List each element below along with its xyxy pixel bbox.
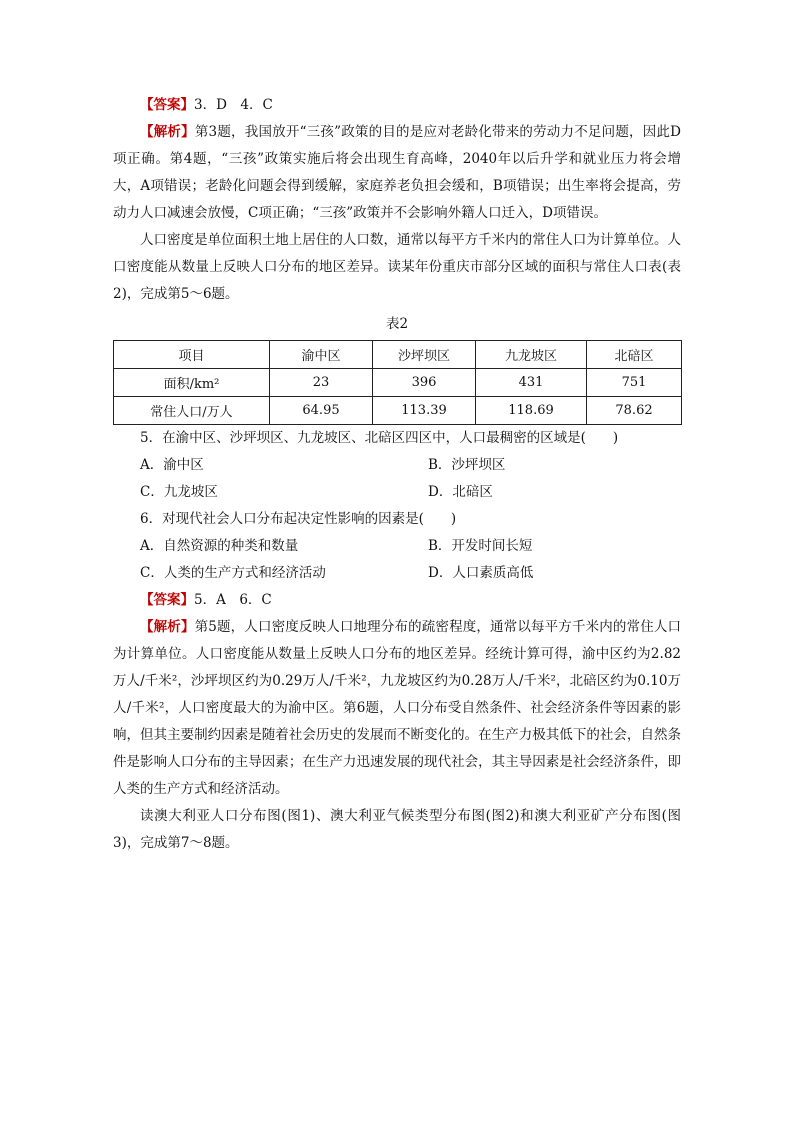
option-c: C．人类的生产方式和经济活动	[140, 565, 326, 581]
table-header-cell: 九龙坡区	[476, 341, 587, 369]
answer-text: 3．D 4．C	[194, 97, 273, 113]
table-row	[114, 369, 682, 397]
table-header-row	[114, 341, 682, 369]
option-b: B．沙坪坝区	[428, 457, 506, 473]
explanation-label: 【解析】	[140, 619, 195, 635]
question-5-options-row-1	[113, 452, 681, 479]
answer-2	[113, 587, 681, 614]
table-row	[114, 397, 682, 425]
table-cell: 431	[476, 369, 587, 397]
data-table	[113, 340, 682, 425]
answer-text: 5．A 6．C	[194, 592, 272, 608]
table-header-cell: 渝中区	[270, 341, 373, 369]
explanation-2	[113, 614, 681, 803]
question-intro-7-8: 读澳大利亚人口分布图(图1)、澳大利亚气候类型分布图(图2)和澳大利亚矿产分布图(图3)，完成第7～8题。	[113, 808, 681, 851]
table-cell: 78.62	[587, 397, 682, 425]
question-intro-5-6: 人口密度是单位面积土地上居住的人口数，通常以每平方千米内的常住人口为计算单位。人口密度能从数量上反映人口分布的地区差异。读某年份重庆市部分区域的面积与常住人口表(表2)，完成第5～6题。	[113, 232, 681, 302]
question-6-stem: 6．对现代社会人口分布起决定性影响的因素是( )	[140, 511, 457, 527]
option-b: B．开发时间长短	[428, 538, 533, 554]
table-cell: 64.95	[270, 397, 373, 425]
question-6-options-row-1	[113, 533, 681, 560]
explanation-1	[113, 119, 681, 227]
document-content	[113, 92, 681, 857]
table-header-cell: 项目	[114, 341, 270, 369]
table-caption: 表2	[385, 316, 409, 332]
option-a: A．自然资源的种类和数量	[140, 538, 299, 554]
table-cell: 396	[373, 369, 476, 397]
explanation-text: 第5题，人口密度反映人口地理分布的疏密程度，通常以每平方千米内的常住人口为计算单位。人口密度能从数量上反映人口分布的地区差异。经统计算可得，渝中区约为2.82万人/千米²，沙坪坝区约为0.29万人/千米²，九龙坡区约为0.28万人/千米²，北碚区约为0.10万人/千米²，人口密度最大的为渝中区。第6题，人口分布受自然条件、社会经济条件等因素的影响，但其主要制约因素是随着社会历史的发展而不断变化的。在生产力极其低下的社会，自然条件是影响人口分布的主导因素；在生产力迅速发展的现代社会，其主导因素是社会经济条件，即人类的生产方式和经济活动。	[113, 619, 681, 797]
option-c: C．九龙坡区	[140, 484, 218, 500]
question-5-stem: 5．在渝中区、沙坪坝区、九龙坡区、北碚区四区中，人口最稠密的区域是( )	[140, 430, 619, 446]
table-cell: 751	[587, 369, 682, 397]
answer-label: 【答案】	[140, 97, 194, 113]
table-cell: 118.69	[476, 397, 587, 425]
option-a: A．渝中区	[140, 457, 204, 473]
question-6-options-row-2	[113, 560, 681, 587]
table-cell: 常住人口/万人	[114, 397, 270, 425]
table-cell: 113.39	[373, 397, 476, 425]
table-cell: 23	[270, 369, 373, 397]
option-d: D．人口素质高低	[428, 565, 534, 581]
table-header-cell: 北碚区	[587, 341, 682, 369]
table-header-cell: 沙坪坝区	[373, 341, 476, 369]
answer-label: 【答案】	[140, 592, 194, 608]
question-5-options-row-2	[113, 479, 681, 506]
explanation-text: 第3题，我国放开“三孩”政策的目的是应对老龄化带来的劳动力不足问题，因此D项正确。第4题，“三孩”政策实施后将会出现生育高峰，2040年以后升学和就业压力将会增大，A项错误；老龄化问题会得到缓解，家庭养老负担会缓和，B项错误；出生率将会提高，劳动力人口减速会放慢，C项正确；“三孩”政策并不会影响外籍人口迁入，D项错误。	[113, 124, 681, 221]
explanation-label: 【解析】	[140, 124, 195, 140]
answer-1	[113, 92, 681, 119]
table-cell: 面积/km²	[114, 369, 270, 397]
option-d: D．北碚区	[428, 484, 493, 500]
